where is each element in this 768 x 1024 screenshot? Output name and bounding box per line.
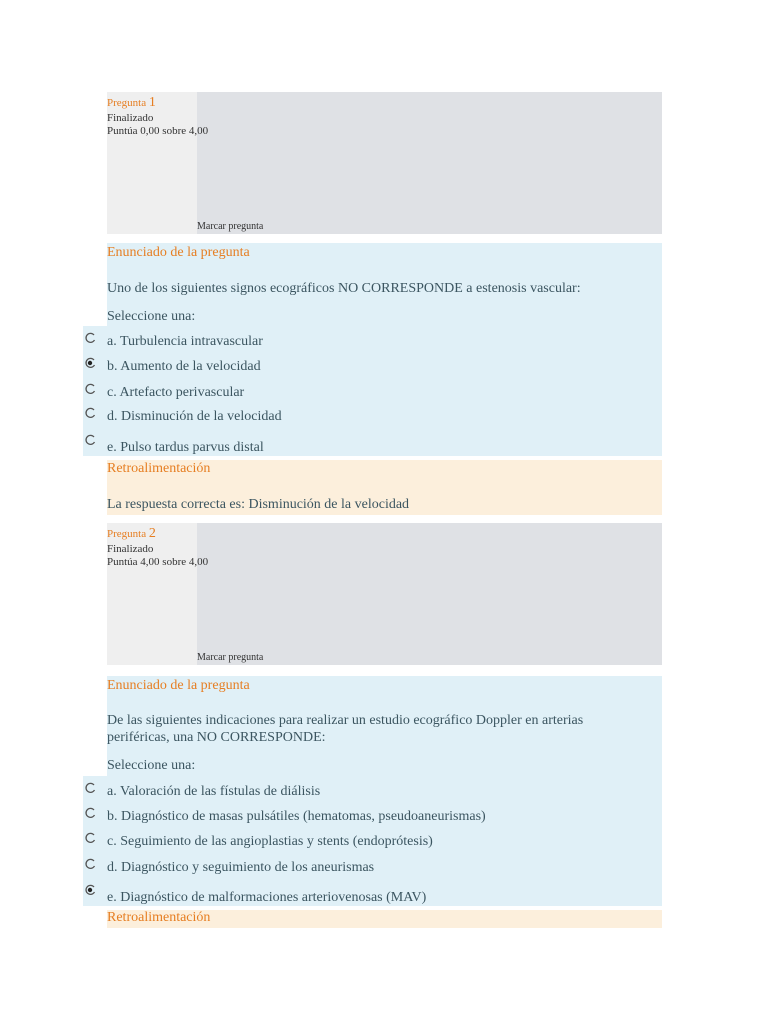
question-2-option-d[interactable]: [84, 856, 374, 876]
question-2-prompt: Seleccione una:: [107, 758, 196, 773]
question-2-formulation-heading: Enunciado de la pregunta: [107, 678, 250, 693]
question-label: Pregunta: [107, 97, 147, 109]
question-2-grade: Puntúa 4,00 sobre 4,00: [107, 556, 209, 568]
question-1-option-d[interactable]: [84, 405, 282, 425]
question-1-option-c[interactable]: [84, 381, 244, 401]
question-2-option-c[interactable]: [84, 830, 433, 850]
radio-unchecked-icon[interactable]: [84, 383, 96, 395]
question-2-title: [107, 526, 156, 542]
question-2-feedback-heading: Retroalimentación: [107, 910, 211, 925]
question-1-state: Finalizado: [107, 112, 154, 124]
question-1-text: Uno de los siguientes signos ecográficos NO CORRESPONDE a estenosis vascular:: [107, 281, 581, 296]
radio-checked-icon[interactable]: [84, 357, 96, 369]
question-1-flag-link[interactable]: Marcar pregunta: [197, 221, 264, 232]
question-1-title: [107, 95, 156, 111]
question-2-state: Finalizado: [107, 543, 154, 555]
question-1-info: [107, 92, 662, 234]
question-number: 2: [148, 526, 156, 541]
option-label: d. Disminución de la velocidad: [107, 409, 282, 424]
option-label: e. Pulso tardus parvus distal: [107, 440, 264, 455]
question-1-formulation-heading: Enunciado de la pregunta: [107, 245, 250, 260]
question-1-option-a[interactable]: [84, 330, 263, 350]
radio-unchecked-icon[interactable]: [84, 332, 96, 344]
question-2-option-e[interactable]: [84, 886, 426, 906]
question-1-grade: Puntúa 0,00 sobre 4,00: [107, 125, 209, 137]
radio-unchecked-icon[interactable]: [84, 434, 96, 446]
radio-unchecked-icon[interactable]: [84, 407, 96, 419]
question-number: 1: [148, 95, 156, 110]
question-1-feedback-text: La respuesta correcta es: Disminución de la velocidad: [107, 497, 410, 512]
radio-unchecked-icon[interactable]: [84, 858, 96, 870]
option-label: b. Aumento de la velocidad: [107, 359, 261, 374]
question-1-feedback-heading: Retroalimentación: [107, 461, 211, 476]
question-2-text: De las siguientes indicaciones para realizar un estudio ecográfico Doppler en arterias periféricas, una NO CORRESPONDE:: [107, 713, 584, 745]
question-2-info: [107, 523, 662, 665]
option-label: e. Diagnóstico de malformaciones arteriovenosas (MAV): [107, 890, 427, 905]
question-label: Pregunta: [107, 528, 147, 540]
option-label: a. Turbulencia intravascular: [107, 334, 263, 349]
option-label: a. Valoración de las fístulas de diálisis: [107, 784, 321, 799]
radio-checked-icon[interactable]: [84, 884, 96, 896]
option-label: d. Diagnóstico y seguimiento de los aneurismas: [107, 860, 375, 875]
question-1-prompt: Seleccione una:: [107, 309, 196, 324]
option-label: b. Diagnóstico de masas pulsátiles (hematomas, pseudoaneurismas): [107, 809, 486, 824]
question-2-option-a[interactable]: [84, 780, 320, 800]
radio-unchecked-icon[interactable]: [84, 807, 96, 819]
question-2-option-b[interactable]: [84, 805, 486, 825]
question-2-flag-link[interactable]: Marcar pregunta: [197, 652, 264, 663]
option-label: c. Artefacto perivascular: [107, 385, 245, 400]
option-label: c. Seguimiento de las angioplastias y stents (endoprótesis): [107, 834, 433, 849]
radio-unchecked-icon[interactable]: [84, 782, 96, 794]
radio-unchecked-icon[interactable]: [84, 832, 96, 844]
question-1-option-b[interactable]: [84, 355, 261, 375]
question-1-option-e[interactable]: [84, 436, 264, 456]
